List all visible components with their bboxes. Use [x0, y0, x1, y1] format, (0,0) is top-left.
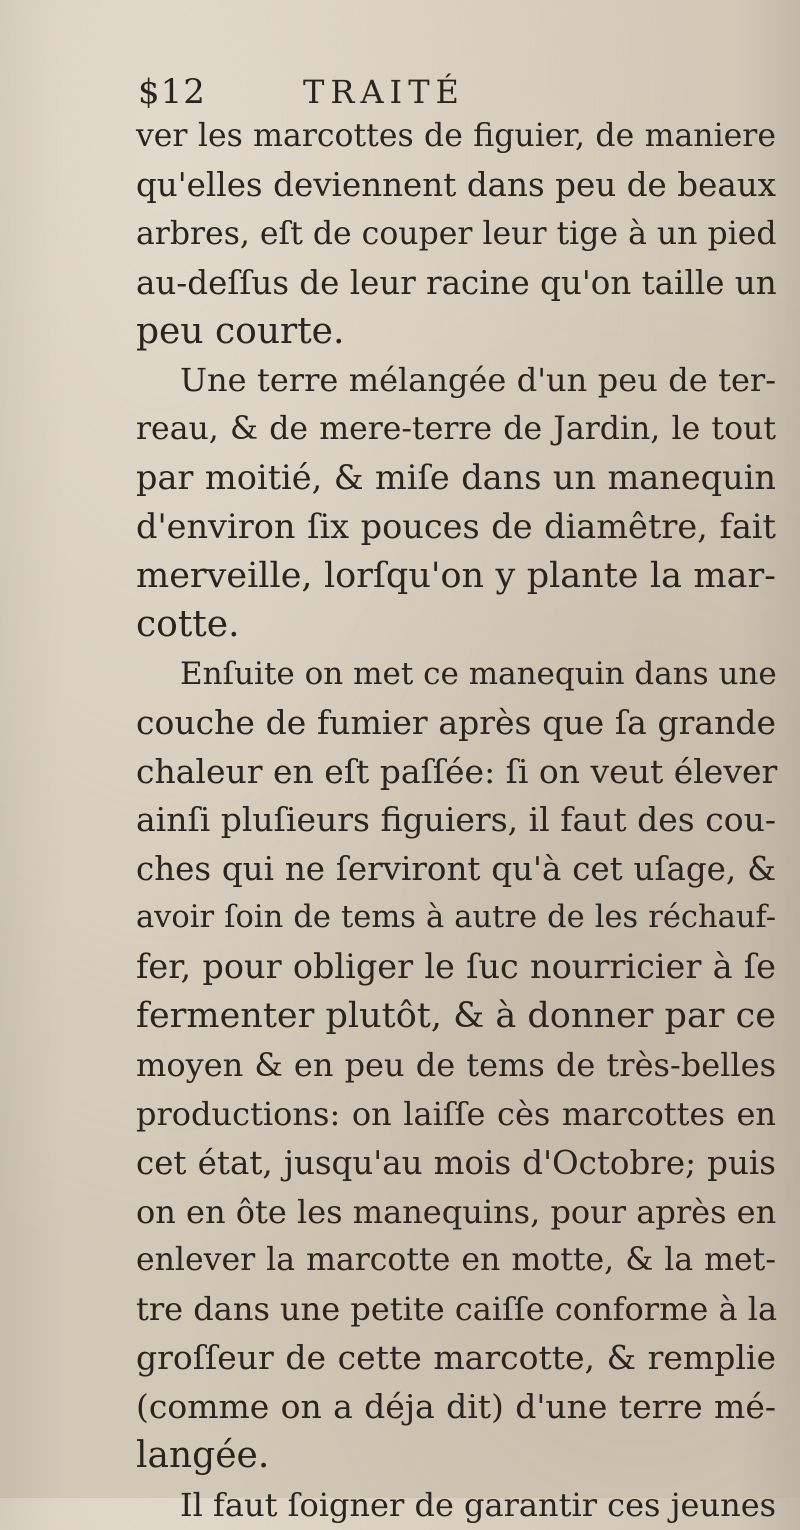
text-line: ver les marcottes de figuier, de maniere — [136, 118, 776, 154]
text-line: fer, pour obliger le ſuc nourricier à ſe — [136, 947, 776, 987]
text-line: cet état, jusqu'au mois d'Octobre; puis — [136, 1143, 776, 1182]
running-head — [138, 70, 698, 114]
text-line: enlever la marcotte en motte, & la met- — [136, 1242, 776, 1279]
text-line: fermenter plutôt, & à donner par ce — [136, 996, 776, 1037]
text-line: ainſi pluſieurs figuiers, il faut des cou- — [136, 800, 776, 840]
text-line: avoir ſoin de tems à autre de les réchauf- — [136, 900, 776, 936]
paragraph-start-line: Une terre mélangée d'un peu de ter- — [180, 361, 776, 400]
text-line: d'environ ſix pouces de diamêtre, fait — [136, 507, 776, 547]
paragraph-start-line: Il faut ſoigner de garantir ces jeunes — [180, 1485, 777, 1524]
text-line: productions: on laiſſe cès marcottes en — [136, 1094, 776, 1133]
page-number: $12 — [138, 72, 206, 112]
body-text — [136, 112, 776, 1530]
text-line: langée. — [136, 1435, 270, 1477]
text-line: cotte. — [136, 603, 240, 645]
text-line: chaleur en eſt paſſée: ſi on veut élever — [136, 751, 778, 791]
running-title: TRAITÉ — [303, 73, 465, 111]
text-line: arbres, eſt de couper leur tige à un pied — [136, 215, 777, 252]
text-line: groſſeur de cette marcotte, & remplie — [136, 1338, 776, 1378]
text-line: merveille, lorſqu'on y plante la mar- — [136, 556, 776, 597]
text-line: on en ôte les manequins, pour après en — [136, 1192, 777, 1231]
text-line: tre dans une petite caiſſe conforme à la — [136, 1290, 778, 1329]
text-line: reau, & de mere-terre de Jardin, le tout — [136, 411, 776, 448]
text-line: moyen & en peu de tems de très-belles — [136, 1045, 776, 1084]
text-line: peu courte. — [136, 310, 345, 352]
text-line: (comme on a déja dit) d'une terre mé- — [136, 1387, 776, 1427]
text-line: couche de fumier après que ſa grande — [136, 702, 776, 742]
text-line: au-deſſus de leur racine qu'on taille un — [136, 263, 777, 302]
text-line: ches qui ne ſerviront qu'à cet uſage, & — [136, 850, 776, 889]
text-line: par moitié, & miſe dans un manequin — [136, 458, 776, 498]
paragraph-start-line: Enſuite on met ce manequin dans une — [180, 655, 777, 692]
text-line: qu'elles deviennent dans peu de beaux — [136, 165, 776, 204]
